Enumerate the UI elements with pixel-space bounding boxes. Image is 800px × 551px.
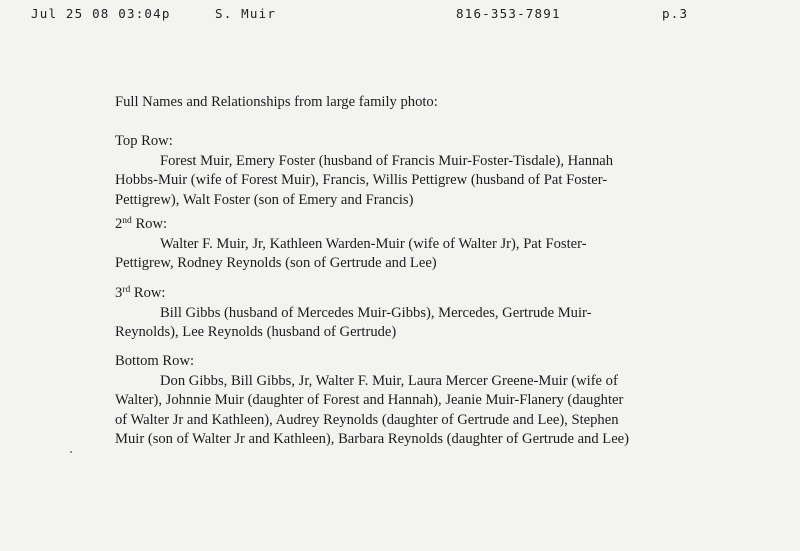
heading-text: Row:: [131, 216, 168, 232]
heading-text: Bottom Row:: [115, 353, 195, 369]
fax-sender: S. Muir: [215, 6, 277, 21]
heading-ordinal-suffix: nd: [122, 216, 132, 226]
section-heading: [115, 132, 675, 152]
section-names-list: Walter F. Muir, Jr, Kathleen Warden-Muir (wife of Walter Jr), Pat Foster- Pettigrew, Rodney Reynolds (son of Gertrude and Lee): [115, 235, 587, 271]
heading-ordinal-suffix: rd: [122, 285, 131, 295]
section-heading: [115, 352, 675, 372]
section-heading: [115, 284, 675, 304]
section-names-list: Don Gibbs, Bill Gibbs, Jr, Walter F. Muir, Laura Mercer Greene-Muir (wife of Walter), Johnnie Muir (daughter of Forest and Hannah), Jeanie Muir-Flanery (daughter of Walter Jr and Kathleen), Audrey Reynolds (daughter of Gertrude and Lee), Stephen Muir (son of Walter Jr and Kathleen), Barbara Reynolds (daughter of Gertrude and Lee): [115, 372, 630, 447]
fax-phone-number: 816-353-7891: [456, 6, 561, 21]
document-title: Full Names and Relationships from large family photo:: [115, 94, 438, 110]
section-top-row: [115, 132, 675, 210]
heading-text: Top Row:: [115, 133, 173, 149]
section-second-row: [115, 215, 675, 274]
fax-header: [0, 6, 800, 22]
section-third-row: [115, 284, 675, 343]
scan-speck: [70, 451, 72, 453]
heading-text: Row:: [130, 285, 166, 301]
fax-page-number: p.3: [662, 6, 689, 21]
section-names-list: Bill Gibbs (husband of Mercedes Muir-Gibbs), Mercedes, Gertrude Muir- Reynolds), Lee Reynolds (husband of Gertrude): [115, 304, 592, 340]
section-heading: [115, 215, 675, 235]
fax-date-time: Jul 25 08 03:04p: [31, 6, 171, 21]
section-bottom-row: [115, 352, 675, 450]
section-names-list: Forest Muir, Emery Foster (husband of Francis Muir-Foster-Tisdale), Hannah Hobbs-Muir (wife of Forest Muir), Francis, Willis Pettigrew (husband of Pat Foster- Pettigrew), Walt Foster (son of Emery and Francis): [115, 152, 614, 208]
heading-number: 2: [115, 216, 123, 232]
heading-number: 3: [115, 285, 123, 301]
